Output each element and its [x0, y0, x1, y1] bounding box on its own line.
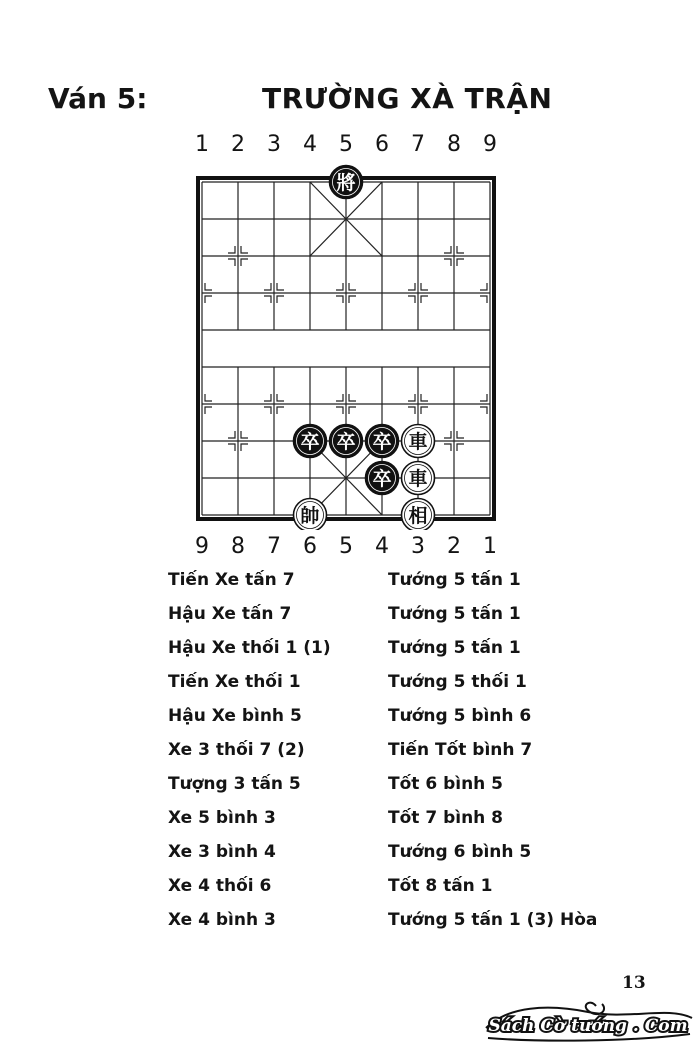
piece-red[interactable] [402, 462, 435, 495]
move-text: Xe 3 thối 7 (2) [168, 740, 305, 760]
move-text: Tượng 3 tấn 5 [168, 774, 301, 794]
move-text: Tiến Tốt bình 7 [388, 740, 533, 760]
move-text: Hậu Xe thối 1 (1) [168, 638, 331, 658]
move-text: Tướng 5 tấn 1 [388, 638, 521, 658]
piece-black[interactable] [330, 166, 363, 199]
piece-glyph: 卒 [372, 431, 392, 453]
file-number: 1 [483, 534, 497, 559]
piece-black[interactable] [366, 425, 399, 458]
piece-glyph: 卒 [300, 431, 320, 453]
file-number: 5 [339, 534, 353, 559]
move-text: Tướng 5 tấn 1 [388, 604, 521, 624]
file-numbers-bottom [0, 534, 700, 564]
piece-glyph: 卒 [372, 468, 392, 490]
move-text: Tướng 5 bình 6 [388, 706, 532, 726]
piece-black[interactable] [294, 425, 327, 458]
piece-black[interactable] [366, 462, 399, 495]
move-text: Tướng 5 thối 1 [388, 672, 527, 692]
piece-glyph: 卒 [336, 431, 356, 453]
move-text: Xe 4 bình 3 [168, 910, 276, 930]
move-text: Xe 3 bình 4 [168, 842, 276, 862]
file-numbers-top [0, 132, 700, 162]
file-number: 7 [267, 534, 281, 559]
game-title: TRƯỜNG XÀ TRẬN [262, 82, 553, 115]
move-text: Tướng 5 tấn 1 (3) Hòa [388, 910, 598, 930]
file-number: 2 [447, 534, 461, 559]
board-grid [198, 178, 494, 519]
piece-red[interactable] [294, 499, 327, 531]
piece-glyph: 相 [408, 505, 428, 527]
file-number: 9 [195, 534, 209, 559]
move-text: Tiến Xe tấn 7 [168, 570, 295, 590]
page-number: 13 [622, 973, 646, 993]
move-text: Tốt 8 tấn 1 [388, 876, 493, 896]
red-move-list [168, 570, 368, 940]
file-number: 8 [231, 534, 245, 559]
file-number: 8 [447, 132, 461, 157]
file-number: 3 [267, 132, 281, 157]
file-number: 1 [195, 132, 209, 157]
move-text: Tướng 5 tấn 1 [388, 570, 521, 590]
svg-text:Sách Cờ tướng . Com: Sách Cờ tướng . Com [488, 1016, 688, 1036]
piece-glyph: 將 [336, 172, 356, 194]
file-number: 6 [375, 132, 389, 157]
piece-glyph: 車 [408, 431, 428, 453]
move-text: Tướng 6 bình 5 [388, 842, 532, 862]
black-move-list [388, 570, 688, 940]
move-text: Tốt 6 bình 5 [388, 774, 504, 794]
board-pieces [294, 166, 435, 531]
move-text: Xe 4 thối 6 [168, 876, 272, 896]
file-number: 9 [483, 132, 497, 157]
file-number: 6 [303, 534, 317, 559]
file-number: 2 [231, 132, 245, 157]
move-text: Hậu Xe tấn 7 [168, 604, 292, 624]
file-number: 5 [339, 132, 353, 157]
file-number: 7 [411, 132, 425, 157]
piece-glyph: 車 [408, 468, 428, 490]
file-number: 4 [303, 132, 317, 157]
move-text: Xe 5 bình 3 [168, 808, 276, 828]
file-number: 3 [411, 534, 425, 559]
file-number: 4 [375, 534, 389, 559]
move-text: Hậu Xe bình 5 [168, 706, 302, 726]
move-text: Tiến Xe thối 1 [168, 672, 301, 692]
move-text: Tốt 7 bình 8 [388, 808, 504, 828]
site-watermark [478, 998, 698, 1044]
game-label: Ván 5: [48, 82, 148, 115]
piece-red[interactable] [402, 425, 435, 458]
piece-glyph: 帥 [300, 505, 320, 527]
xiangqi-board [190, 160, 510, 530]
piece-red[interactable] [402, 499, 435, 531]
piece-black[interactable] [330, 425, 363, 458]
